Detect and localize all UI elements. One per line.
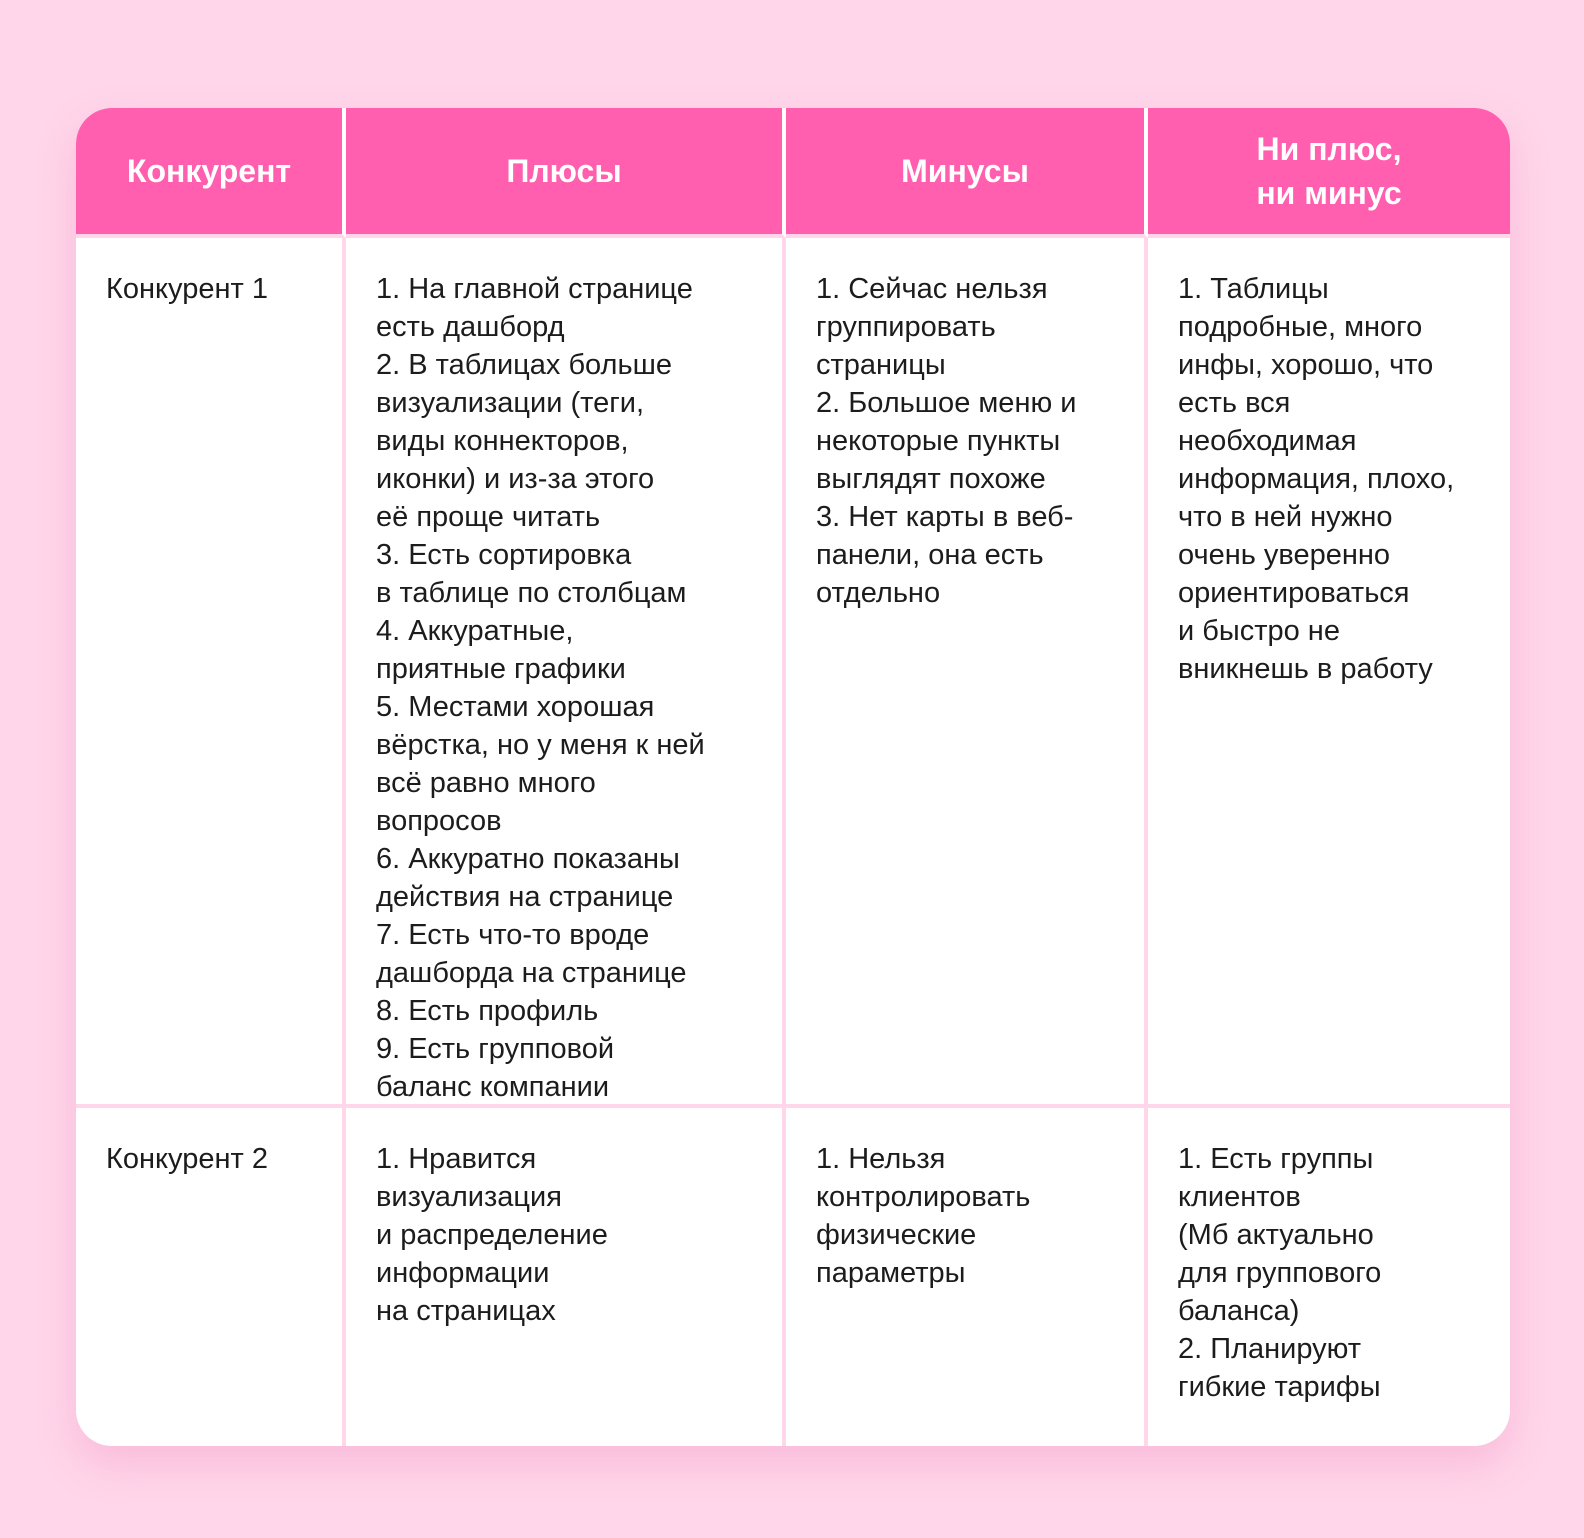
cell-line: 3. Есть сортировка <box>376 539 632 571</box>
cell-line: параметры <box>816 1257 966 1289</box>
cell-line: вопросов <box>376 805 502 837</box>
cell-line: и распределение <box>376 1219 608 1251</box>
row-1-neutral <box>1148 238 1510 1108</box>
row-2-cons <box>786 1108 1148 1446</box>
cell-line: ориентироваться <box>1178 577 1410 609</box>
cell-line: и быстро не <box>1178 615 1340 647</box>
cell-line: информации <box>376 1257 550 1289</box>
cell-line: 9. Есть групповой <box>376 1033 615 1065</box>
cell-line: вникнешь в работу <box>1178 653 1433 685</box>
cell-line: 1. Нельзя <box>816 1143 946 1175</box>
cell-line: (Мб актуально <box>1178 1219 1374 1251</box>
header-competitor: Конкурент <box>76 108 346 238</box>
cell-line: панели, она есть <box>816 539 1044 571</box>
cell-line: отдельно <box>816 577 941 609</box>
cell-line: всё равно много <box>376 767 596 799</box>
row-1-pros <box>346 238 786 1108</box>
header-pros: Плюсы <box>346 108 786 238</box>
cell-line: страницы <box>816 349 946 381</box>
cell-line: действия на странице <box>376 881 674 913</box>
cell-line: есть дашборд <box>376 311 565 343</box>
cell-line: группировать <box>816 311 996 343</box>
cell-line: в таблице по столбцам <box>376 577 687 609</box>
row-1-competitor: Конкурент 1 <box>76 238 346 1108</box>
row-1-cons <box>786 238 1148 1108</box>
cell-line: её проще читать <box>376 501 601 533</box>
cell-line: 1. Есть группы <box>1178 1143 1374 1175</box>
cell-line: 1. На главной странице <box>376 273 693 305</box>
cell-line: необходимая <box>1178 425 1357 457</box>
cell-line: 8. Есть профиль <box>376 995 599 1027</box>
cell-line: 4. Аккуратные, <box>376 615 574 647</box>
cell-line: подробные, много <box>1178 311 1423 343</box>
cell-line: есть вся <box>1178 387 1291 419</box>
cell-line: инфы, хорошо, что <box>1178 349 1434 381</box>
cell-line: некоторые пункты <box>816 425 1061 457</box>
cell-line: информация, плохо, <box>1178 463 1455 495</box>
cell-line: виды коннекторов, <box>376 425 629 457</box>
comparison-table <box>76 108 1510 1446</box>
cell-line: приятные графики <box>376 653 626 685</box>
header-neutral-line-2: ни минус <box>1256 175 1402 211</box>
cell-line: визуализации (теги, <box>376 387 645 419</box>
cell-line: на страницах <box>376 1295 556 1327</box>
cell-line: визуализация <box>376 1181 562 1213</box>
comparison-grid <box>76 108 1510 1446</box>
cell-line: 2. Планируют <box>1178 1333 1362 1365</box>
cell-line: физические <box>816 1219 977 1251</box>
row-2-neutral <box>1148 1108 1510 1446</box>
cell-line: контролировать <box>816 1181 1031 1213</box>
cell-line: 1. Сейчас нельзя <box>816 273 1048 305</box>
cell-line: выглядят похоже <box>816 463 1046 495</box>
cell-line: 1. Таблицы <box>1178 273 1329 305</box>
header-cons: Минусы <box>786 108 1148 238</box>
cell-line: баланса) <box>1178 1295 1300 1327</box>
header-neutral <box>1148 108 1510 238</box>
cell-line: баланс компании <box>376 1071 610 1103</box>
row-2-competitor: Конкурент 2 <box>76 1108 346 1446</box>
cell-line: вёрстка, но у меня к ней <box>376 729 705 761</box>
cell-line: очень уверенно <box>1178 539 1391 571</box>
cell-line: для группового <box>1178 1257 1382 1289</box>
cell-line: что в ней нужно <box>1178 501 1393 533</box>
header-neutral-line-1: Ни плюс, <box>1256 131 1402 167</box>
cell-line: иконки) и из-за этого <box>376 463 655 495</box>
cell-line: 6. Аккуратно показаны <box>376 843 680 875</box>
cell-line: 7. Есть что-то вроде <box>376 919 650 951</box>
cell-line: клиентов <box>1178 1181 1301 1213</box>
cell-line: 2. Большое меню и <box>816 387 1077 419</box>
row-2-pros <box>346 1108 786 1446</box>
cell-line: 5. Местами хорошая <box>376 691 655 723</box>
cell-line: 1. Нравится <box>376 1143 537 1175</box>
cell-line: 2. В таблицах больше <box>376 349 672 381</box>
cell-line: 3. Нет карты в веб- <box>816 501 1074 533</box>
cell-line: дашборда на странице <box>376 957 687 989</box>
cell-line: гибкие тарифы <box>1178 1371 1381 1403</box>
